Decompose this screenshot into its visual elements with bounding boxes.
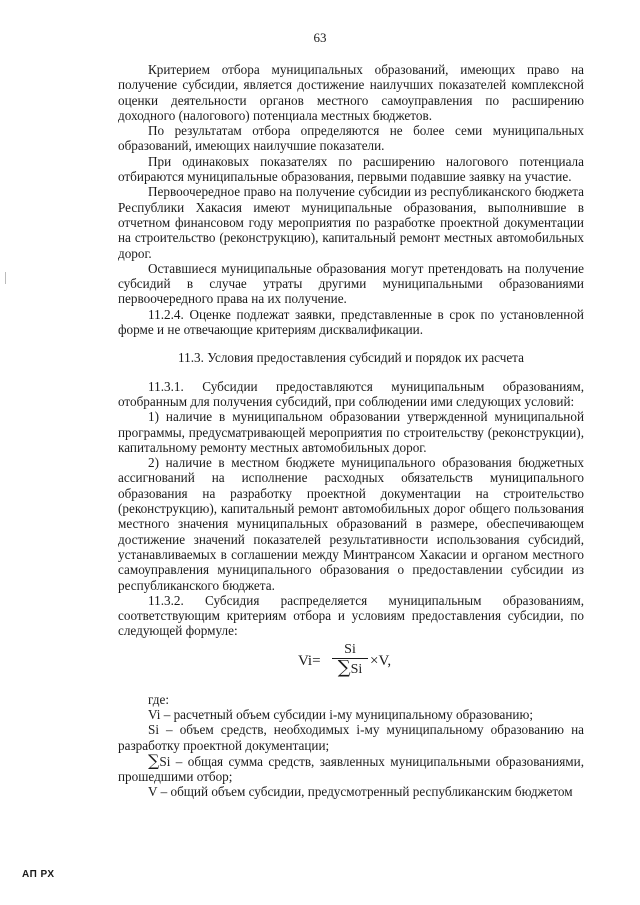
paragraph: Первоочередное право на получение субсидии из республиканского бюджета Республики Хакасия имеют муниципальные образования, выполнившие в отчетном финансовом году мероприятия по разработке проектной документации на строительство (реконструкцию), капитальный ремонт местных автомобильных дорог.	[118, 184, 584, 261]
definition: V – общий объем субсидии, предусмотренный республиканским бюджетом	[148, 784, 573, 800]
definition: Vi – расчетный объем субсидии i-му муниципальному образованию;	[148, 706, 533, 722]
document-body	[118, 62, 584, 800]
sigma-symbol: ∑	[337, 656, 351, 678]
formula-denominator	[332, 656, 368, 678]
paragraph: При одинаковых показателях по расширению налогового потенциала отбираются муниципальные образования, первыми подавшие заявку на участие.	[118, 153, 584, 185]
formula-numerator: Si	[332, 642, 368, 659]
where-label: где:	[148, 691, 169, 707]
paragraph: По результатам отбора определяются не более семи муниципальных образований, имеющих наилучшие показатели.	[118, 123, 584, 154]
formula	[118, 642, 584, 686]
paragraph: 1) наличие в муниципальном образовании утвержденной муниципальной программы, предусматривающей мероприятия по строительству (реконструкции), капитальному ремонту местных автомобильных дорог.	[118, 409, 584, 455]
definition: Si – объем средств, необходимых i-му муниципальному образованию на разработку проектной документации;	[118, 722, 584, 753]
margin-mark	[5, 272, 6, 284]
page-number: 63	[313, 30, 327, 45]
paragraph: 11.2.4. Оценке подлежат заявки, представленные в срок по установленной форме и не отвечающие критериям дисквалификации.	[118, 306, 584, 338]
paragraph: 2) наличие в местном бюджете муниципального образования бюджетных ассигнований на исполнение расходных обязательств муниципального образования на разработку проектной документации на строительство (реконструкцию), капитальный ремонт автомобильных дорог общего пользования местного значения муниципальных образований в размере, обеспечивающем достижение значений показателей результативности использования субсидий, устанавливаемых в соглашении между Минтрансом Хакасии и органом местного самоуправления муниципального образования о предоставлении субсидии из республиканского бюджета.	[118, 455, 584, 593]
section-heading: 11.3. Условия предоставления субсидий и порядок их расчета	[178, 350, 524, 366]
sum-symbol: Si	[159, 753, 171, 769]
formula-fraction	[332, 642, 368, 678]
paragraph: 11.3.1. Субсидии предоставляются муниципальным образованиям, отобранным для получения субсидий, при соблюдении ими следующих условий:	[118, 378, 584, 409]
stamp: АП РХ	[22, 869, 55, 880]
sigma-symbol: ∑	[148, 750, 160, 770]
sum-text: – общая сумма средств, заявленных муниципальными образованиями, прошедшими отбор;	[118, 753, 584, 785]
formula-denominator-term: Si	[350, 661, 363, 677]
paragraph: Критерием отбора муниципальных образований, имеющих право на получение субсидии, является достижение наилучших показателей комплексной оценки деятельности органов местного самоуправления по расширению доходного (налогового) потенциала местных бюджетов.	[118, 62, 584, 123]
paragraph: 11.3.2. Субсидия распределяется муниципальным образованиям, соответствующим критериям отбора и условиям предоставления субсидии, по следующей формуле:	[118, 592, 584, 639]
formula-lhs: Vi=	[298, 652, 321, 669]
formula-rhs: ×V,	[370, 652, 392, 669]
definition-sum	[118, 750, 584, 785]
paragraph: Оставшиеся муниципальные образования могут претендовать на получение субсидий в случае утраты другими муниципальными образованиями первоочередного права на их получение.	[118, 260, 584, 307]
